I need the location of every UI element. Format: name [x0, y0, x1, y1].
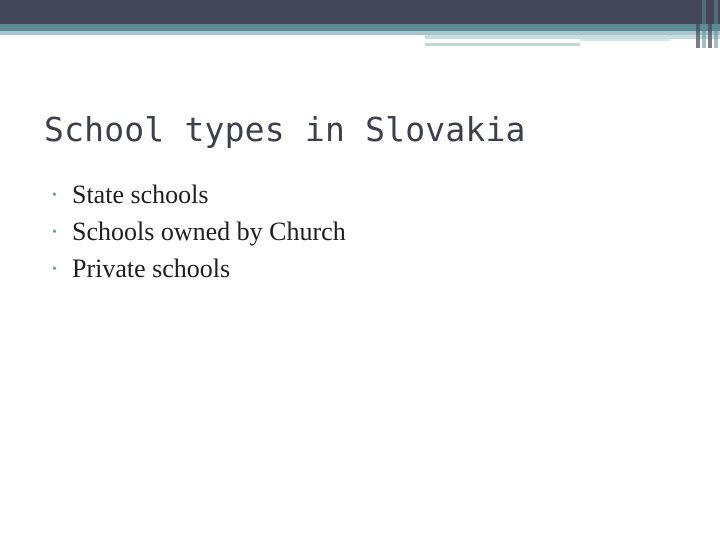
- header-stripes: [696, 0, 720, 48]
- header-banner-teal: [0, 24, 720, 31]
- bullet-icon: •: [52, 262, 57, 277]
- bullet-icon: •: [52, 225, 57, 240]
- bullet-icon: •: [52, 188, 57, 203]
- header-banner-dark: [0, 0, 720, 24]
- slide-title: School types in Slovakia: [44, 110, 526, 149]
- header-accent-line: [425, 43, 580, 46]
- bullet-list: [52, 180, 346, 291]
- bullet-text: Private schools: [72, 254, 231, 283]
- header-accent-line: [580, 39, 670, 41]
- header-stripe: [702, 0, 706, 48]
- bullet-text: Schools owned by Church: [72, 217, 346, 246]
- header-accent-line: [425, 35, 720, 39]
- bullet-text: State schools: [72, 180, 209, 209]
- bullet-item: [52, 254, 346, 291]
- header-stripe: [696, 0, 700, 48]
- bullet-item: [52, 180, 346, 217]
- header-stripe: [714, 0, 718, 48]
- bullet-item: [52, 217, 346, 254]
- header-stripe: [708, 0, 712, 48]
